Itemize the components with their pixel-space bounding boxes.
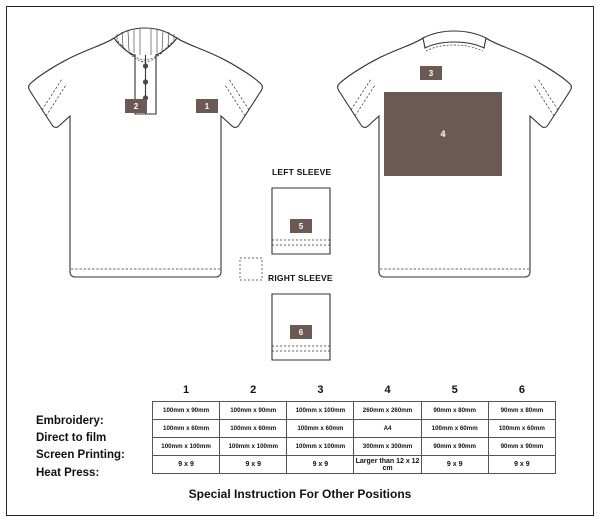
- marker-right-sleeve: 6: [290, 325, 312, 339]
- cell: 100mm x 60mm: [287, 420, 354, 438]
- method-label-heat-press: Heat Press:: [36, 466, 100, 479]
- cell: 100mm x 60mm: [220, 420, 287, 438]
- method-label-embroidery: Embroidery:: [36, 415, 104, 427]
- marker-back-center: 4: [384, 92, 502, 176]
- cell: 100mm x 100mm: [220, 438, 287, 456]
- method-label-screen-printing: Screen Printing:: [36, 449, 125, 462]
- cell: 90mm x 80mm: [488, 402, 555, 420]
- polo-front-svg: [18, 22, 273, 292]
- marker-front-left-chest: 1: [196, 99, 218, 113]
- cell: 9 x 9: [153, 456, 220, 474]
- marker-left-sleeve: 5: [290, 219, 312, 233]
- table-row: [153, 456, 556, 474]
- cell: 100mm x 60mm: [153, 420, 220, 438]
- size-table-wrap: [152, 383, 556, 474]
- right-sleeve-label: RIGHT SLEEVE: [268, 273, 333, 283]
- marker-back-neck: 3: [420, 66, 442, 80]
- polo-back-view: [327, 22, 582, 292]
- left-sleeve-view: [266, 182, 336, 260]
- cell: Larger than 12 x 12 cm: [355, 457, 420, 472]
- cell: 100mm x 60mm: [421, 420, 488, 438]
- special-instruction-note: Special Instruction For Other Positions: [188, 487, 412, 501]
- col-header-6: 6: [518, 384, 525, 396]
- cell: 300mm x 300mm: [354, 438, 421, 456]
- cell: 9 x 9: [421, 456, 488, 474]
- method-label-list: [36, 413, 156, 482]
- col-header-4: 4: [384, 384, 391, 396]
- table-header-row: [153, 383, 556, 402]
- right-sleeve-view: [266, 288, 336, 366]
- table-row: [153, 438, 556, 456]
- cell: 260mm x 260mm: [354, 402, 421, 420]
- cell: 9 x 9: [220, 456, 287, 474]
- size-table: [152, 383, 556, 474]
- cell: 90mm x 80mm: [421, 402, 488, 420]
- cell: 100mm x 100mm: [153, 438, 220, 456]
- col-header-3: 3: [317, 384, 324, 396]
- cell: 100mm x 100mm: [287, 402, 354, 420]
- cell: 100mm x 90mm: [220, 402, 287, 420]
- cell: 9 x 9: [287, 456, 354, 474]
- col-header-1: 1: [183, 384, 190, 396]
- left-sleeve-label: LEFT SLEEVE: [272, 167, 332, 177]
- cell: 90mm x 90mm: [421, 438, 488, 456]
- table-row: [153, 402, 556, 420]
- cell: 9 x 9: [488, 456, 555, 474]
- cell: 100mm x 100mm: [287, 438, 354, 456]
- cell: 90mm x 90mm: [488, 438, 555, 456]
- cell: A4: [354, 420, 421, 438]
- col-header-2: 2: [250, 384, 257, 396]
- method-label-dtf: Direct to film: [36, 432, 107, 445]
- polo-front-view: [18, 22, 273, 292]
- cell: 100mm x 90mm: [153, 402, 220, 420]
- cell: 100mm x 60mm: [488, 420, 555, 438]
- marker-front-right-chest: 2: [125, 99, 147, 113]
- col-header-5: 5: [451, 384, 458, 396]
- table-row: [153, 420, 556, 438]
